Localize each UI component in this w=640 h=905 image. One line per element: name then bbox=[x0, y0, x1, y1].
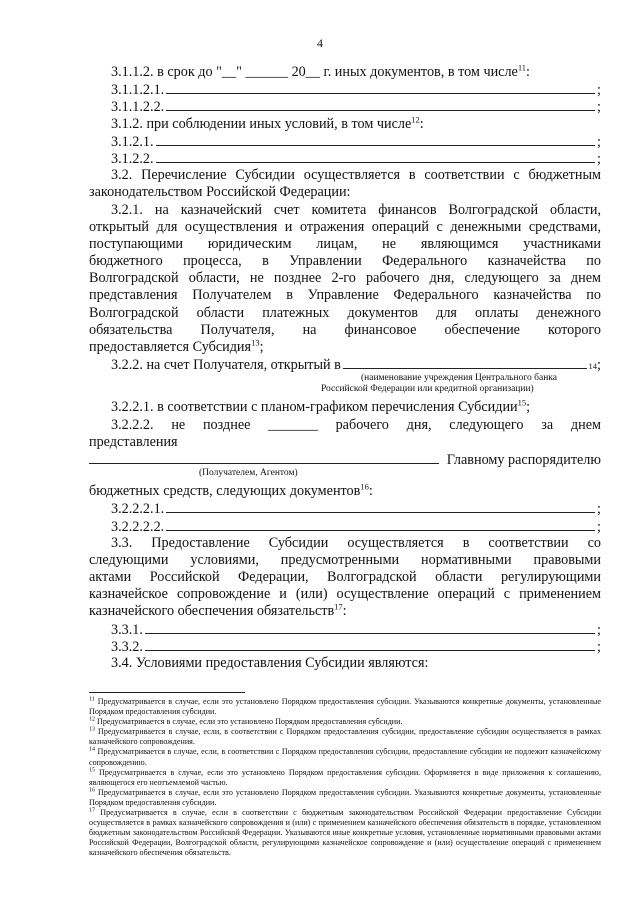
page-number: 4 bbox=[317, 36, 323, 50]
clause-number: 3.1.1.2.2. bbox=[111, 99, 165, 116]
footnote-13 bbox=[89, 727, 601, 747]
clause-text: казначейского обеспечения обязательств$^{17}$: bbox=[89, 601, 347, 620]
clause-3-3-1: 3.3.1. ; bbox=[111, 621, 601, 638]
clause-number: 3.2.2.2.1. bbox=[111, 501, 165, 518]
clause-text: обязательства Получателя, на финансовое обеспечение которого bbox=[89, 321, 601, 338]
footnote-text: Предусматривается в случае, если, в соответствии с Порядком предоставления субсидии, предоставление субсидии не подлежит казначейскому сопровождению. bbox=[89, 747, 601, 767]
field-caption: Российской Федерации или кредитной организации) bbox=[321, 384, 534, 395]
clause-3-4: 3.4. Условиями предоставления Субсидии являются: bbox=[111, 655, 429, 671]
field-caption: (наименование учреждения Центрального банка bbox=[361, 373, 557, 384]
footnotes bbox=[89, 697, 601, 859]
clause-3-1-2: 3.1.2. при соблюдении иных условий, в том числе$^{12}$: bbox=[111, 113, 424, 132]
document-body bbox=[89, 64, 601, 672]
clause-text: бюджетных средств, следующих документов bbox=[89, 483, 361, 500]
clause-text: представления bbox=[89, 433, 178, 450]
footnote-12 bbox=[89, 717, 601, 727]
clause-text: актами Российской Федерации, Волгоградской области регулирующими bbox=[89, 569, 601, 586]
clause-number: 3.1.2.2. bbox=[111, 150, 154, 167]
clause-text: 3.1.1.2. в срок до "__" ______ 20__ г. иных документов, в том числе bbox=[111, 64, 518, 80]
footnote-number: 14 bbox=[89, 746, 95, 753]
footnote-number: 15 bbox=[89, 766, 95, 773]
footnote-16 bbox=[89, 788, 601, 808]
blank-line[interactable] bbox=[166, 81, 595, 94]
footnote-number: 11 bbox=[89, 696, 95, 703]
footnote-ref: 16 bbox=[360, 481, 369, 492]
clause-3-1-1-2-2: 3.1.1.2.2. ; bbox=[111, 99, 601, 116]
clause-3-1-2-2: 3.1.2.2. ; bbox=[111, 150, 601, 167]
footnote-ref: 17 bbox=[334, 601, 343, 612]
clause-text: 3.2.2.1. в соответствии с планом-графиком перечисления Субсидии bbox=[111, 399, 518, 416]
clause-3-2-2-2-1: 3.2.2.2.1. ; bbox=[111, 501, 601, 518]
footnote-number: 17 bbox=[89, 807, 95, 814]
clause-3-2-2: 3.2.2. на счет Получателя, открытый в 14 ; bbox=[111, 357, 601, 374]
footnote-text: Предусматривается в случае, если это установлено Порядком предоставления субсидии. Указываются конкретные документы, установленные Порядком предоставления субсидии. bbox=[89, 697, 601, 717]
clause-text bbox=[89, 451, 601, 468]
clause-text: поступающими юридическим лицам, не являющимся участниками bbox=[89, 235, 601, 252]
clause-text: казначейское сопровождение и (или) осуществление операций с применением bbox=[89, 586, 601, 603]
footnote-ref: 15 bbox=[517, 397, 527, 408]
footnote-text: Предусматривается в случае, если это установлено Порядком предоставления субсидии. Оформляется в виде приложения к соглашению, являющегося его неотъемлемой частью. bbox=[89, 767, 601, 787]
clause-3-1-2-1: 3.1.2.1. ; bbox=[111, 133, 601, 150]
blank-line[interactable] bbox=[166, 98, 595, 111]
footnote-14 bbox=[89, 747, 601, 767]
blank-line[interactable] bbox=[166, 500, 595, 513]
clause-number: 3.3.2. bbox=[111, 638, 143, 655]
footnote-number: 12 bbox=[89, 716, 95, 723]
clause-text: представления Получателем в Управление Федерального казначейства по bbox=[89, 287, 601, 304]
footnote-11 bbox=[89, 697, 601, 717]
clause-text: законодательством Российской Федерации: bbox=[89, 184, 351, 201]
footnote-text: Предусматривается в случае, если это установлено Порядком предоставления субсидии. bbox=[97, 717, 403, 727]
clause-number: 3.2.2.2.2. bbox=[111, 518, 165, 535]
clause-3-2: 3.2. Перечисление Субсидии осуществляется в соответствии с бюджетным bbox=[111, 167, 601, 184]
footnote-ref: 13 bbox=[251, 337, 260, 348]
clause-text: открытый для осуществления и отражения операций с денежными средствами, bbox=[89, 218, 601, 235]
blank-line[interactable] bbox=[343, 356, 587, 369]
clause-text: Волгоградской области платежных документов для оплаты денежного bbox=[89, 304, 601, 321]
clause-number: 3.3.1. bbox=[111, 621, 143, 638]
blank-line[interactable] bbox=[156, 150, 595, 163]
field-caption: (Получателем, Агентом) bbox=[199, 468, 298, 479]
blank-line[interactable] bbox=[145, 621, 595, 634]
footnote-15 bbox=[89, 768, 601, 788]
clause-3-2-2-2: 3.2.2.2. не позднее _______ рабочего дня, следующего за днем bbox=[111, 416, 601, 433]
clause-3-3-2: 3.3.2. ; bbox=[111, 638, 601, 655]
clause-text: Главному распорядителю bbox=[446, 451, 601, 468]
footnote-ref: 11 bbox=[517, 62, 527, 73]
clause-3-2-2-1: 3.2.2.1. в соответствии с планом-графиком перечисления Субсидии$^{15}$; bbox=[111, 397, 531, 416]
clause-3-1-1-2: 3.1.1.2. в срок до "__" ______ 20__ г. иных документов, в том числе$^{11}$: bbox=[111, 62, 530, 80]
clause-text: 3.1.2. при соблюдении иных условий, в том числе bbox=[111, 115, 412, 132]
blank-line[interactable] bbox=[166, 518, 595, 531]
footnote-separator bbox=[89, 692, 245, 693]
clause-text: следующими условиями, предусмотренными нормативными правовыми bbox=[89, 551, 601, 568]
footnote-ref: 12 bbox=[411, 113, 420, 124]
footnote-text: Предусматривается в случае, если в соответствии с бюджетным законодательством Российской Федерации предоставление Субсидии осуществляется в рамках казначейского сопровождения и (или) с применением казначейского обеспечения обязательств в порядке, установленном бюджетным законодательством Российской Федерации. Указываются иные конкретные условия, установленные нормативными правовыми актами Российской Федерации, Волгоградской области, регулирующими казначейское сопровождение и (или) осуществление операций с применением казначейского обеспечения обязательств. bbox=[89, 808, 601, 858]
blank-line[interactable] bbox=[89, 451, 439, 464]
clause-number: 3.1.2.1. bbox=[111, 133, 154, 150]
clause-3-3: 3.3. Предоставление Субсидии осуществляется в соответствии со bbox=[111, 534, 601, 551]
clause-text: 3.2.2. на счет Получателя, открытый в bbox=[111, 357, 341, 374]
footnote-17 bbox=[89, 808, 601, 858]
clause-text: Волгоградской области, не позднее 2-го рабочего дня, следующего за днем bbox=[89, 270, 601, 287]
clause-number: 3.1.1.2.1. bbox=[111, 82, 165, 99]
clause-3-2-1: 3.2.1. на казначейский счет комитета финансов Волгоградской области, bbox=[111, 201, 601, 218]
blank-line[interactable] bbox=[145, 638, 595, 651]
blank-line[interactable] bbox=[156, 133, 595, 146]
clause-text: бюджетного процесса, в Управлении Федерального казначейства по bbox=[89, 253, 601, 270]
clause-3-1-1-2-1: 3.1.1.2.1. ; bbox=[111, 82, 601, 99]
clause-text: предоставляется Субсидия bbox=[89, 339, 252, 355]
clause-text: предоставляется Субсидия$^{13}$; bbox=[89, 337, 264, 355]
footnote-number: 16 bbox=[89, 787, 95, 794]
clause-text: бюджетных средств, следующих документов$^{16}$: bbox=[89, 481, 373, 500]
clause-3-2-2-2-2: 3.2.2.2.2. ; bbox=[111, 518, 601, 535]
footnote-text: Предусматривается в случае, если это установлено Порядком предоставления субсидии. Указываются конкретные документы, установленные Порядком предоставления субсидии. bbox=[89, 787, 601, 807]
footnote-text: Предусматривается в случае, если, в соответствии с Порядком предоставления субсидии, предоставление субсидии осуществляется в рамках казначейского сопровождения. bbox=[89, 727, 601, 747]
clause-text: казначейского обеспечения обязательств bbox=[89, 603, 335, 620]
footnote-number: 13 bbox=[89, 726, 95, 733]
